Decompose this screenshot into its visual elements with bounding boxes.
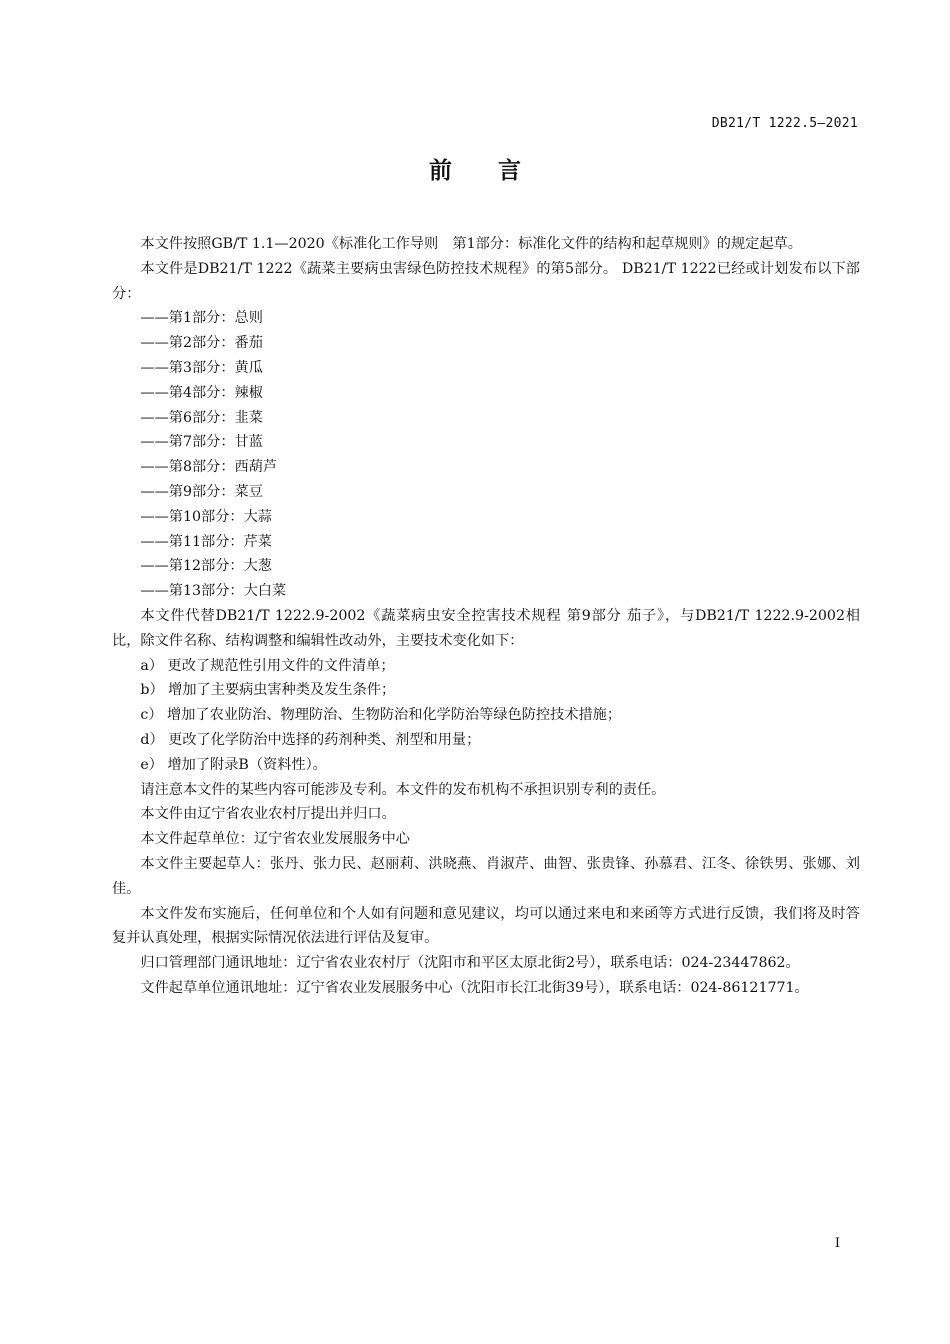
document-body <box>112 232 860 1001</box>
list-item-part: ——第4部分：辣椒 <box>140 384 263 401</box>
list-item-part: ——第9部分：菜豆 <box>140 483 263 500</box>
paragraph-patent-notice: 请注意本文件的某些内容可能涉及专利。本文件的发布机构不承担识别专利的责任。 <box>140 781 666 798</box>
paragraph-series-intro: 本文件是DB21/T 1222《蔬菜主要病虫害绿色防控技术规程》的第5部分。 DB21/T 1222已经或计划发布以下部分： <box>112 260 860 302</box>
paragraph-drafting-unit: 本文件起草单位：辽宁省农业发展服务中心 <box>140 831 410 848</box>
list-item-part: ——第3部分：黄瓜 <box>140 359 263 376</box>
paragraph-feedback: 本文件发布实施后，任何单位和个人如有问题和意见建议，均可以通过来电和来函等方式进行反馈，我们将及时答复并认真处理，根据实际情况依法进行评估及复审。 <box>112 905 860 947</box>
list-item-part: ——第10部分：大蒜 <box>140 508 272 525</box>
list-item-change: b） 增加了主要病虫害种类及发生条件； <box>140 682 396 699</box>
changes-list <box>112 654 860 778</box>
list-item-part: ——第8部分：西葫芦 <box>140 459 278 476</box>
paragraph-proposer: 本文件由辽宁省农业农村厅提出并归口。 <box>140 806 396 823</box>
list-item-part: ——第2部分：番茄 <box>140 335 263 352</box>
paragraph-replacement: 本文件代替DB21/T 1222.9-2002《蔬菜病虫安全控害技术规程 第9部分 茄子》，与DB21/T 1222.9-2002相比，除文件名称、结构调整和编辑性改动外，主要技术变化如下： <box>112 607 860 649</box>
list-item-part: ——第12部分：大葱 <box>140 558 272 575</box>
title-char-1: 前 <box>429 158 452 184</box>
document-code: DB21/T 1222.5—2021 <box>711 116 858 131</box>
list-item-change: d） 更改了化学防治中选择的药剂种类、剂型和用量； <box>140 731 481 748</box>
list-item-part: ——第11部分：芹菜 <box>140 533 272 550</box>
paragraph-drafter-address: 文件起草单位通讯地址：辽宁省农业发展服务中心（沈阳市长江北街39号），联系电话：024-86121771。 <box>140 979 809 996</box>
list-item-change: e） 增加了附录B（资料性）。 <box>140 756 327 773</box>
page-number: I <box>834 1236 840 1251</box>
list-item-part: ——第7部分：甘蓝 <box>140 434 263 451</box>
paragraph-drafting-rule: 本文件按照GB/T 1.1—2020《标准化工作导则 第1部分：标准化文件的结构和起草规则》的规定起草。 <box>140 236 802 252</box>
parts-list <box>112 306 860 604</box>
list-item-part: ——第1部分：总则 <box>140 310 263 327</box>
list-item-change: c） 增加了农业防治、物理防治、生物防治和化学防治等绿色防控技术措施； <box>140 707 622 724</box>
list-item-part: ——第13部分：大白菜 <box>140 583 287 600</box>
list-item-part: ——第6部分：韭菜 <box>140 409 263 426</box>
paragraph-admin-address: 归口管理部门通讯地址：辽宁省农业农村厅（沈阳市和平区太原北街2号），联系电话：024-23447862。 <box>140 955 800 972</box>
page-title <box>0 152 950 185</box>
title-char-2: 言 <box>498 158 521 184</box>
paragraph-drafters: 本文件主要起草人：张丹、张力民、赵丽莉、洪晓燕、肖淑芹、曲智、张贵锋、孙慕君、江冬、徐铁男、张娜、刘佳。 <box>112 855 860 897</box>
list-item-change: a） 更改了规范性引用文件的文件清单； <box>140 657 395 674</box>
